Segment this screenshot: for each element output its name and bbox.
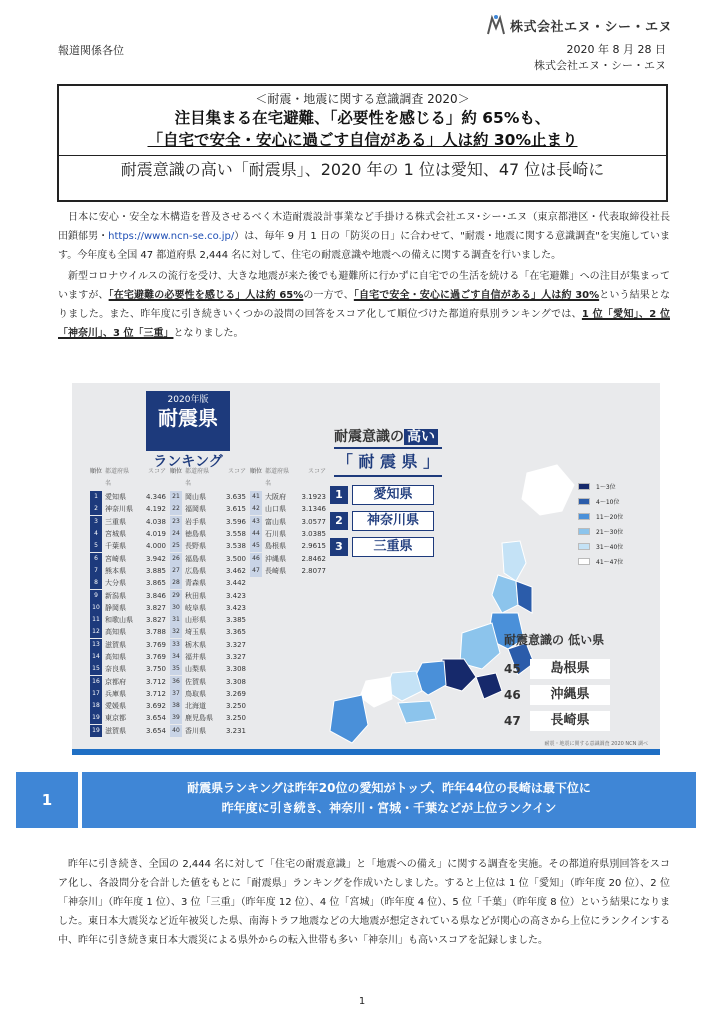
ranking-row bbox=[90, 663, 169, 675]
ranking-row bbox=[90, 602, 169, 614]
ranking-rank: 32 bbox=[170, 626, 182, 638]
badge-title: 耐震県 bbox=[158, 406, 218, 430]
legend-label: 11〜20位 bbox=[596, 514, 624, 521]
ranking-header bbox=[90, 466, 169, 490]
ranking-rank: 13 bbox=[90, 639, 102, 651]
ranking-score: 3.712 bbox=[145, 689, 166, 698]
intro-p2-highlight-2: 「自宅で安全・安心に過ごす自信がある」人は約 30% bbox=[353, 290, 600, 301]
ranking-row bbox=[90, 503, 169, 515]
ranking-rank: 22 bbox=[170, 503, 182, 515]
ranking-score: 3.385 bbox=[225, 616, 246, 625]
ranking-score: 3.500 bbox=[225, 554, 246, 563]
ranking-score: 3.462 bbox=[225, 566, 246, 575]
map-region bbox=[398, 701, 436, 723]
ranking-score: 3.865 bbox=[145, 579, 166, 588]
ranking-score: 3.308 bbox=[225, 665, 246, 674]
ranking-rank: 24 bbox=[170, 528, 182, 540]
ranking-score: 3.423 bbox=[225, 591, 246, 600]
company-logo bbox=[486, 14, 672, 36]
ranking-rank: 39 bbox=[170, 712, 182, 724]
ranking-row bbox=[170, 700, 249, 712]
ranking-rank: 33 bbox=[170, 639, 182, 651]
ranking-rank: 44 bbox=[250, 528, 262, 540]
ranking-score: 3.635 bbox=[225, 493, 246, 502]
ranking-score: 3.423 bbox=[225, 603, 246, 612]
ranking-row bbox=[170, 725, 249, 737]
ranking-header-cell: 順位 bbox=[90, 468, 103, 475]
infographic-source: 耐震・地震に関する意識調査 2020 NCN 調べ bbox=[544, 741, 648, 747]
ranking-column bbox=[90, 466, 169, 737]
ranking-rank: 14 bbox=[90, 651, 102, 663]
ranking-infographic bbox=[72, 383, 660, 755]
ranking-score: 3.0385 bbox=[301, 530, 326, 539]
ranking-score: 3.692 bbox=[145, 702, 166, 711]
bottom3-rank: 47 bbox=[504, 714, 521, 728]
top3-item-3 bbox=[330, 537, 434, 557]
intro-p2-b: の一方で、 bbox=[303, 290, 354, 301]
bottom3-name: 長崎県 bbox=[530, 711, 610, 731]
ranking-rank: 4 bbox=[90, 528, 102, 540]
ranking-prefecture: 福島県 bbox=[185, 554, 206, 563]
ranking-score: 3.846 bbox=[145, 591, 166, 600]
ranking-prefecture: 鹿児島県 bbox=[185, 714, 213, 723]
ranking-header-cell: スコア bbox=[147, 468, 166, 475]
top3-name: 三重県 bbox=[352, 537, 434, 557]
ranking-rank: 43 bbox=[250, 516, 262, 528]
ranking-prefecture: 栃木県 bbox=[185, 640, 206, 649]
japan-map bbox=[312, 463, 582, 753]
ranking-prefecture: 長崎県 bbox=[265, 566, 286, 575]
section-title-line-2: 昨年度に引き続き、神奈川・宮城・千葉などが上位ランクイン bbox=[221, 801, 557, 815]
section-title-line-1: 耐震県ランキングは昨年20位の愛知がトップ、昨年44位の長崎は最下位に bbox=[187, 781, 591, 795]
map-legend bbox=[578, 479, 623, 569]
bottom3-item-3 bbox=[504, 711, 610, 731]
bottom3-item-2 bbox=[504, 685, 610, 705]
ranking-row bbox=[90, 540, 169, 552]
ranking-score: 3.750 bbox=[145, 665, 166, 674]
ranking-prefecture: 三重県 bbox=[105, 517, 126, 526]
ranking-score: 3.769 bbox=[145, 653, 166, 661]
high-title-b: 高い bbox=[404, 429, 438, 445]
ranking-score: 4.019 bbox=[145, 530, 166, 539]
map-region bbox=[522, 465, 574, 515]
ranking-rank: 1 bbox=[90, 491, 102, 503]
high-title-a: 耐震意識の bbox=[334, 429, 404, 445]
ranking-score: 3.538 bbox=[225, 542, 246, 551]
ranking-row bbox=[90, 528, 169, 540]
ranking-score: 4.192 bbox=[145, 505, 166, 514]
release-date: 2020 年 8 月 28 日 bbox=[566, 43, 666, 56]
ranking-prefecture: 奈良県 bbox=[105, 665, 126, 674]
ranking-rank: 28 bbox=[170, 577, 182, 589]
ranking-row bbox=[170, 614, 249, 626]
ranking-score: 3.654 bbox=[145, 714, 166, 723]
ranking-rank: 9 bbox=[90, 590, 102, 602]
ranking-prefecture: 山口県 bbox=[265, 505, 286, 514]
legend-swatch bbox=[578, 528, 590, 535]
map-region bbox=[502, 541, 526, 581]
top3-name: 神奈川県 bbox=[352, 511, 434, 531]
ranking-prefecture: 岐阜県 bbox=[185, 603, 206, 612]
legend-label: 21〜30位 bbox=[596, 529, 624, 536]
ranking-row bbox=[90, 626, 169, 638]
ranking-row bbox=[170, 589, 249, 601]
bottom3-name: 島根県 bbox=[530, 659, 610, 679]
ranking-prefecture: 埼玉県 bbox=[185, 628, 206, 637]
high-awareness-title bbox=[334, 426, 438, 446]
ranking-row bbox=[90, 700, 169, 712]
ranking-prefecture: 新潟県 bbox=[105, 591, 126, 600]
ranking-score: 2.9615 bbox=[301, 542, 326, 551]
top3-item-1 bbox=[330, 485, 434, 505]
ranking-row bbox=[170, 651, 249, 663]
logo-text: 株式会社エヌ・シー・エヌ bbox=[509, 19, 672, 35]
ranking-row bbox=[170, 663, 249, 675]
ranking-rank: 21 bbox=[170, 491, 182, 503]
map-region bbox=[330, 695, 368, 743]
ranking-prefecture: 東京都 bbox=[105, 714, 126, 723]
ranking-row bbox=[170, 675, 249, 687]
ranking-rank: 38 bbox=[170, 700, 182, 712]
ranking-prefecture: 島根県 bbox=[265, 542, 286, 551]
intro-p2-d: となりました。 bbox=[173, 328, 244, 339]
legend-label: 41〜47位 bbox=[596, 559, 624, 566]
section-title bbox=[82, 772, 696, 828]
ranking-rank: 45 bbox=[250, 540, 262, 552]
ranking-prefecture: 富山県 bbox=[265, 517, 286, 526]
legend-item bbox=[578, 539, 623, 554]
ranking-rank: 46 bbox=[250, 553, 262, 565]
ranking-score: 3.827 bbox=[145, 616, 166, 625]
ranking-row bbox=[170, 639, 249, 651]
ranking-rank: 27 bbox=[170, 565, 182, 577]
ranking-row bbox=[170, 540, 249, 552]
bottom3-name: 沖縄県 bbox=[530, 685, 610, 705]
ranking-score: 3.0577 bbox=[301, 517, 326, 526]
ranking-row bbox=[90, 491, 169, 503]
ranking-score: 3.942 bbox=[145, 554, 166, 563]
ranking-rank: 10 bbox=[90, 602, 102, 614]
ranking-row bbox=[90, 725, 169, 737]
high-awareness-subtitle: 「 耐 震 県 」 bbox=[334, 447, 442, 477]
recipient: 報道関係各位 bbox=[58, 44, 124, 57]
ranking-rank: 15 bbox=[90, 663, 102, 675]
ranking-rank: 41 bbox=[250, 491, 262, 503]
intro-p2-c: という結果となりました。また、昨年度に引き続きいくつかの設問の回答をスコア化して順位づけた都道府県別ランキングでは、 bbox=[58, 290, 670, 320]
legend-item bbox=[578, 479, 623, 494]
ranking-rank: 34 bbox=[170, 651, 182, 663]
ranking-rank: 18 bbox=[90, 700, 102, 712]
legend-item bbox=[578, 554, 623, 569]
ranking-rank: 37 bbox=[170, 688, 182, 700]
ranking-row bbox=[170, 528, 249, 540]
ranking-row bbox=[90, 712, 169, 724]
ranking-score: 2.8462 bbox=[301, 554, 326, 563]
ranking-prefecture: 福井県 bbox=[185, 653, 206, 661]
ranking-header-cell: スコア bbox=[307, 468, 326, 475]
ranking-rank: 30 bbox=[170, 602, 182, 614]
intro-p2-a: 新型コロナウイルスの流行を受け、大きな地震が来た後でも避難所に行かずに自宅での生活を続ける「在宅避難」への注目が集まっていますが、 bbox=[58, 271, 670, 301]
ranking-prefecture: 京都府 bbox=[105, 677, 126, 686]
top3-rank: 3 bbox=[330, 538, 348, 556]
ranking-header-cell: スコア bbox=[227, 468, 246, 475]
ranking-prefecture: 香川県 bbox=[185, 726, 206, 735]
legend-swatch bbox=[578, 543, 590, 550]
ranking-prefecture: 和歌山県 bbox=[105, 616, 133, 625]
ranking-prefecture: 高知県 bbox=[105, 628, 126, 637]
ranking-prefecture: 石川県 bbox=[265, 530, 286, 539]
logo-mark-icon bbox=[486, 14, 506, 36]
bottom3-item-1 bbox=[504, 659, 610, 679]
ranking-prefecture: 千葉県 bbox=[105, 542, 126, 551]
legend-swatch bbox=[578, 513, 590, 520]
ranking-prefecture: 佐賀県 bbox=[185, 677, 206, 686]
intro-p2-highlight-3: 1 位「愛知」、2 位「神奈川」、3 位「三重」 bbox=[58, 309, 670, 339]
headline-box bbox=[57, 84, 668, 202]
ranking-rank: 31 bbox=[170, 614, 182, 626]
ranking-row bbox=[170, 577, 249, 589]
intro-paragraph-2 bbox=[58, 267, 670, 343]
intro-paragraph-1 bbox=[58, 208, 670, 265]
ranking-header-cell: 都道府県名 bbox=[105, 468, 130, 487]
ranking-row bbox=[170, 712, 249, 724]
ranking-row bbox=[170, 516, 249, 528]
legend-item bbox=[578, 524, 623, 539]
ranking-prefecture: 秋田県 bbox=[185, 591, 206, 600]
ranking-prefecture: 福岡県 bbox=[185, 505, 206, 514]
page-number: 1 bbox=[358, 996, 366, 1007]
ranking-rank: 19 bbox=[90, 725, 102, 737]
badge-year: 2020年版 bbox=[167, 395, 209, 405]
ranking-header-cell: 都道府県名 bbox=[265, 468, 290, 487]
ranking-rank: 47 bbox=[250, 565, 262, 577]
ranking-rank: 40 bbox=[170, 725, 182, 737]
ranking-score: 3.1346 bbox=[301, 505, 326, 514]
ranking-row bbox=[90, 589, 169, 601]
ranking-rank: 7 bbox=[90, 565, 102, 577]
section-1-paragraph: 昨年に引き続き、全国の 2,444 名に対して「住宅の耐震意識」と「地震への備え」に関する調査を実施。その都道府県別回答をスコア化し、各設問分を合計した値をもとに「耐震県」ランキングを作成いたしました。すると上位は 1 位「愛知」（昨年度 20 位）、2 位「神奈川」（昨年度 1 位）、3 位「三重」（昨年度 12 位）、4 位「宮城」（昨年度 4 位）、5 位「千葉」（昨年度 8 位）という結果になりました。東日本大震災など近年被災した県、南海トラフ地震などの大地震が想定されている県などが関心の高さから上位にランクインする中、昨年に引き続き東日本大震災による県外からの転入世帯も多い「神奈川」も高いスコアを記録しました。 bbox=[58, 859, 670, 946]
ranking-score: 4.346 bbox=[145, 493, 166, 502]
ranking-rank: 42 bbox=[250, 503, 262, 515]
intro-p1-a: 日本に安心・安全な木構造を普及させるべく木造耐震設計事業など手掛ける株式会社エヌ･シー･エヌ（東京都港区・代表取締役社長 田鎖郁男・ bbox=[58, 212, 670, 242]
ranking-rank: 25 bbox=[170, 540, 182, 552]
bottom3-rank: 45 bbox=[504, 662, 521, 676]
ranking-prefecture: 静岡県 bbox=[105, 603, 126, 612]
ranking-score: 3.654 bbox=[145, 726, 166, 735]
ranking-score: 3.269 bbox=[225, 689, 246, 698]
ranking-row bbox=[170, 491, 249, 503]
ranking-score: 3.250 bbox=[225, 702, 246, 711]
ranking-prefecture: 山梨県 bbox=[185, 665, 206, 674]
ranking-row bbox=[170, 552, 249, 564]
ranking-prefecture: 青森県 bbox=[185, 579, 206, 588]
ranking-rank: 8 bbox=[90, 577, 102, 589]
ranking-header bbox=[170, 466, 249, 490]
ranking-score: 3.442 bbox=[225, 579, 246, 588]
map-region bbox=[360, 677, 392, 707]
ranking-row bbox=[90, 552, 169, 564]
ranking-score: 3.250 bbox=[225, 714, 246, 723]
headline-title-2: 「自宅で安全・安心に過ごす自信がある」人は約 30%止まり bbox=[147, 131, 578, 149]
legend-item bbox=[578, 509, 623, 524]
ranking-rank: 26 bbox=[170, 553, 182, 565]
ranking-prefecture: 宮崎県 bbox=[105, 554, 126, 563]
ranking-prefecture: 滋賀県 bbox=[105, 726, 126, 735]
ranking-prefecture: 宮城県 bbox=[105, 530, 126, 539]
ranking-column bbox=[170, 466, 249, 737]
ranking-score: 3.558 bbox=[225, 530, 246, 539]
ranking-rank: 19 bbox=[90, 712, 102, 724]
release-meta bbox=[534, 42, 666, 74]
ranking-prefecture: 大阪府 bbox=[265, 493, 286, 502]
ranking-rank: 17 bbox=[90, 688, 102, 700]
ranking-prefecture: 高知県 bbox=[105, 653, 126, 661]
legend-label: 1〜3位 bbox=[596, 484, 616, 491]
ranking-score: 3.308 bbox=[225, 677, 246, 686]
ranking-rank: 6 bbox=[90, 553, 102, 565]
ranking-prefecture: 滋賀県 bbox=[105, 640, 126, 649]
ranking-score: 4.000 bbox=[145, 542, 166, 551]
ranking-prefecture: 広島県 bbox=[185, 566, 206, 575]
headline-kicker: ＜耐震・地震に関する意識調査 2020＞ bbox=[255, 92, 470, 106]
ranking-header-cell: 順位 bbox=[250, 468, 263, 475]
ranking-score: 3.885 bbox=[145, 566, 166, 575]
legend-swatch bbox=[578, 498, 590, 505]
ranking-score: 3.327 bbox=[225, 653, 246, 661]
ranking-score: 3.615 bbox=[225, 505, 246, 514]
legend-swatch bbox=[578, 483, 590, 490]
ranking-row bbox=[90, 651, 169, 663]
ranking-rank: 29 bbox=[170, 590, 182, 602]
ranking-prefecture: 愛媛県 bbox=[105, 702, 126, 711]
ranking-prefecture: 大分県 bbox=[105, 579, 126, 588]
ranking-prefecture: 鳥取県 bbox=[185, 689, 206, 698]
ranking-prefecture: 岩手県 bbox=[185, 517, 206, 526]
legend-label: 31〜40位 bbox=[596, 544, 624, 551]
ranking-row bbox=[170, 626, 249, 638]
section-number: 1 bbox=[16, 772, 78, 828]
ranking-score: 3.827 bbox=[145, 603, 166, 612]
ranking-rank: 12 bbox=[90, 626, 102, 638]
ranking-row bbox=[170, 688, 249, 700]
map-region bbox=[476, 673, 502, 699]
intro-p2-highlight-1: 「在宅避難の必要性を感じる」人は約 65% bbox=[108, 290, 304, 301]
headline-title-1: 注目集まる在宅避難、「必要性を感じる」約 65%も、 bbox=[174, 109, 551, 127]
legend-item bbox=[578, 494, 623, 509]
ranking-prefecture: 熊本県 bbox=[105, 566, 126, 575]
map-region bbox=[516, 581, 532, 613]
ranking-header-cell: 都道府県名 bbox=[185, 468, 210, 487]
ranking-rank: 23 bbox=[170, 516, 182, 528]
map-region bbox=[492, 575, 518, 613]
ranking-score: 3.1923 bbox=[301, 493, 326, 502]
ranking-score: 3.231 bbox=[225, 726, 246, 735]
ranking-prefecture: 沖縄県 bbox=[265, 554, 286, 563]
ranking-row bbox=[90, 614, 169, 626]
ranking-prefecture: 長野県 bbox=[185, 542, 206, 551]
ranking-score: 3.788 bbox=[145, 628, 166, 637]
top3-name: 愛知県 bbox=[352, 485, 434, 505]
ranking-prefecture: 山形県 bbox=[185, 616, 206, 625]
intro-p1-b: ）は、毎年 9 月 1 日の「防災の日」に合わせて、"耐震・地震に関する意識調査"を実施しています。今年度も全国 47 都道府県 2,444 名に対して、住宅の耐震意識や地震への備えに関する調査を行いました。 bbox=[58, 231, 670, 261]
ranking-row bbox=[170, 565, 249, 577]
ranking-row bbox=[170, 503, 249, 515]
ranking-score: 4.038 bbox=[145, 517, 166, 526]
ranking-score: 3.365 bbox=[225, 628, 246, 637]
ranking-row bbox=[90, 639, 169, 651]
ranking-prefecture: 徳島県 bbox=[185, 530, 206, 539]
section-1-heading bbox=[16, 772, 696, 828]
ranking-row bbox=[90, 577, 169, 589]
ranking-prefecture: 北海道 bbox=[185, 702, 206, 711]
ranking-rank: 2 bbox=[90, 503, 102, 515]
ranking-header-cell: 順位 bbox=[170, 468, 183, 475]
bottom3-rank: 46 bbox=[504, 688, 521, 702]
release-company: 株式会社エヌ・シー・エヌ bbox=[534, 59, 666, 72]
ranking-prefecture: 愛知県 bbox=[105, 493, 126, 502]
ranking-row bbox=[90, 675, 169, 687]
ranking-row bbox=[170, 602, 249, 614]
headline-subtitle: 耐震意識の高い「耐震県」、2020 年の 1 位は愛知、47 位は長崎に bbox=[59, 155, 666, 182]
company-link[interactable]: https://www.ncn-se.co.jp/ bbox=[108, 231, 235, 242]
top3-rank: 1 bbox=[330, 486, 348, 504]
ranking-row bbox=[90, 565, 169, 577]
ranking-row bbox=[90, 688, 169, 700]
ranking-prefecture: 岡山県 bbox=[185, 493, 206, 502]
ranking-row bbox=[90, 516, 169, 528]
legend-swatch bbox=[578, 558, 590, 565]
ranking-prefecture: 神奈川県 bbox=[105, 505, 133, 514]
ranking-score: 2.8077 bbox=[301, 566, 326, 575]
top3-item-2 bbox=[330, 511, 434, 531]
ranking-score: 3.712 bbox=[145, 677, 166, 686]
ranking-rank: 36 bbox=[170, 676, 182, 688]
low-awareness-title: 耐震意識の 低い県 bbox=[504, 633, 605, 647]
badge-subtitle: ランキング bbox=[153, 454, 223, 470]
ranking-rank: 16 bbox=[90, 676, 102, 688]
section-1-body bbox=[58, 855, 670, 950]
top3-rank: 2 bbox=[330, 512, 348, 530]
ranking-rank: 3 bbox=[90, 516, 102, 528]
ranking-badge bbox=[146, 391, 230, 470]
ranking-prefecture: 兵庫県 bbox=[105, 689, 126, 698]
ranking-rank: 35 bbox=[170, 663, 182, 675]
ranking-score: 3.596 bbox=[225, 517, 246, 526]
ranking-rank: 5 bbox=[90, 540, 102, 552]
legend-label: 4〜10位 bbox=[596, 499, 620, 506]
ranking-score: 3.769 bbox=[145, 640, 166, 649]
intro-text bbox=[58, 208, 670, 343]
ranking-rank: 11 bbox=[90, 614, 102, 626]
ranking-score: 3.327 bbox=[225, 640, 246, 649]
